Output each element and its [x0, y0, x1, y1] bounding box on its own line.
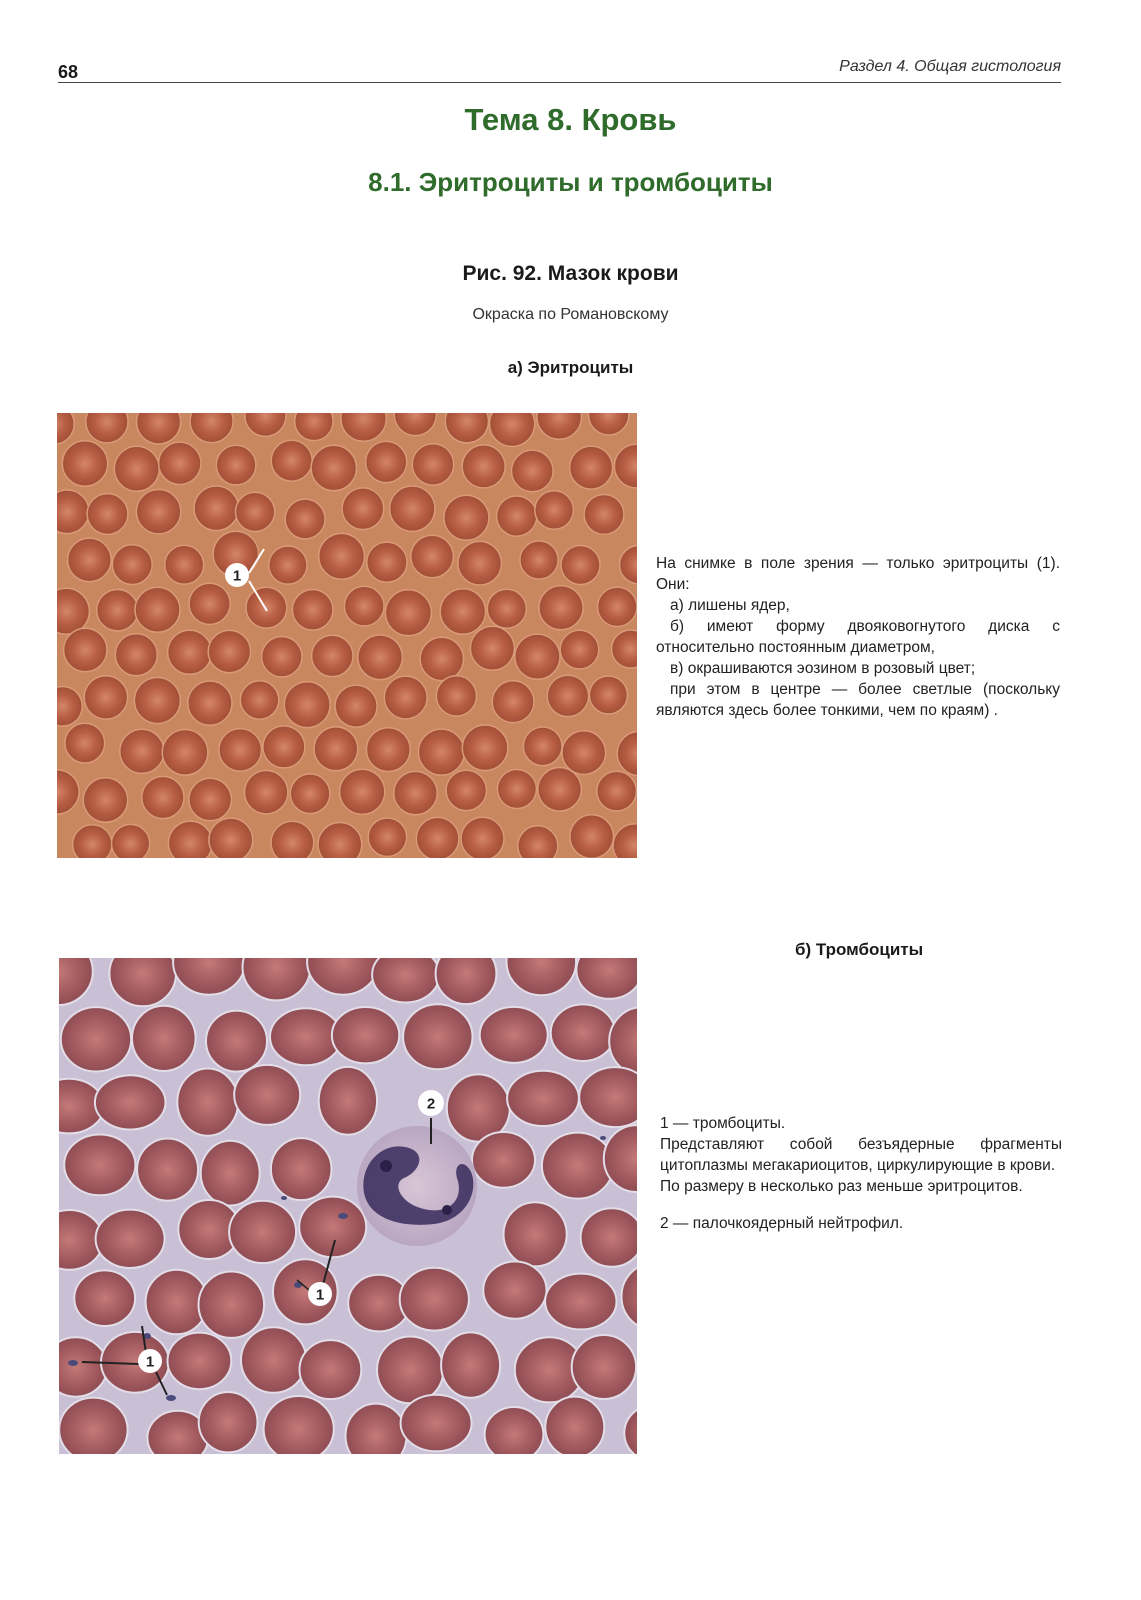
erythrocyte — [418, 729, 464, 775]
erythrocyte — [518, 826, 558, 858]
erythrocyte — [97, 590, 138, 631]
erythrocyte — [436, 676, 476, 716]
erythrocyte — [112, 824, 150, 858]
erythrocyte — [368, 818, 406, 856]
section-title: 8.1. Эритроциты и тромбоциты — [368, 167, 773, 197]
erythrocyte — [159, 442, 201, 484]
erythrocyte-description — [656, 553, 1060, 721]
erythrocyte — [311, 445, 356, 490]
erythrocyte — [319, 533, 365, 579]
erythrocyte — [284, 682, 330, 728]
description-intro: На снимке в поле зрения — только эритроциты (1). Они: — [656, 555, 1060, 593]
erythrocyte — [270, 1008, 342, 1065]
erythrocyte — [262, 637, 302, 677]
erythrocyte — [165, 545, 204, 584]
erythrocyte — [480, 1007, 548, 1063]
erythrocyte — [561, 546, 600, 585]
erythrocyte — [332, 1007, 399, 1063]
erythrocyte — [208, 630, 250, 672]
erythrocyte — [403, 1004, 472, 1069]
erythrocyte — [545, 1397, 604, 1454]
erythrocyte — [194, 486, 239, 531]
erythrocyte — [523, 727, 562, 766]
erythrocyte — [472, 1132, 535, 1188]
erythrocyte — [535, 491, 574, 530]
erythrocyte — [142, 776, 184, 818]
erythrocyte — [335, 685, 377, 727]
erythrocyte — [199, 1272, 265, 1338]
description-item-b: б) имеют форму двояковогнутого диска с относительно постоянным диаметром, — [656, 618, 1060, 656]
erythrocyte — [562, 731, 606, 775]
erythrocyte — [168, 630, 212, 674]
erythrocyte — [241, 1327, 306, 1393]
erythrocyte — [271, 821, 314, 858]
erythrocyte — [120, 729, 164, 773]
description-note: при этом в центре — более светлые (поскольку являются здесь более тонкими, чем по краям) . — [656, 681, 1060, 719]
erythrocyte — [65, 723, 105, 763]
erythrocyte — [64, 628, 107, 671]
erythrocyte — [87, 494, 128, 535]
label-platelet: 1 — [145, 1353, 155, 1371]
erythrocyte — [246, 587, 287, 628]
erythrocyte — [487, 589, 526, 628]
erythrocyte — [446, 770, 486, 810]
erythrocyte — [285, 499, 325, 539]
erythrocyte — [367, 542, 407, 582]
erythrocyte — [168, 1333, 232, 1390]
erythrocyte — [62, 441, 107, 486]
description-platelets: 1 — тромбоциты. — [660, 1115, 786, 1132]
erythrocyte — [497, 770, 536, 809]
erythrocyte — [394, 771, 437, 814]
erythrocyte — [539, 586, 583, 630]
erythrocyte — [206, 1011, 267, 1072]
erythrocyte — [492, 681, 534, 723]
erythrocyte — [136, 490, 180, 534]
erythrocyte — [589, 676, 627, 714]
erythrocyte — [134, 678, 180, 724]
erythrocyte — [545, 1274, 616, 1330]
erythrocyte — [538, 768, 582, 812]
stain-caption: Окраска по Романовскому — [472, 306, 669, 323]
subfigure-a-heading: а) Эритроциты — [507, 358, 634, 377]
neutrophil — [357, 1126, 477, 1246]
erythrocyte — [68, 538, 112, 582]
topic-title: Тема 8. Кровь — [464, 102, 677, 137]
erythrocyte — [551, 1004, 615, 1061]
erythrocyte — [135, 587, 180, 632]
erythrocyte — [219, 729, 262, 772]
erythrocyte — [441, 1332, 500, 1397]
erythrocyte — [112, 545, 152, 585]
erythrocyte — [342, 488, 384, 530]
erythrocyte — [84, 676, 127, 719]
erythrocyte — [115, 634, 157, 676]
erythrocyte — [520, 541, 558, 579]
erythrocyte — [366, 728, 410, 772]
erythrocyte — [263, 726, 305, 768]
erythrocyte — [504, 1202, 567, 1266]
erythrocyte — [515, 634, 560, 679]
erythrocyte — [470, 626, 514, 670]
erythrocyte — [290, 774, 330, 814]
erythrocyte — [236, 492, 275, 531]
running-header: Раздел 4. Общая гистология — [839, 58, 1061, 75]
label-neutrophil: 2 — [426, 1095, 436, 1113]
erythrocyte — [411, 535, 454, 578]
erythrocyte — [229, 1201, 296, 1263]
erythrocyte — [271, 1138, 332, 1200]
erythrocyte — [598, 587, 637, 626]
erythrocyte — [572, 1335, 636, 1399]
erythrocyte — [189, 583, 230, 624]
erythrocyte — [292, 590, 333, 631]
erythrocyte — [385, 590, 431, 636]
erythrocyte — [400, 1268, 469, 1331]
erythrocyte — [132, 1006, 196, 1071]
erythrocyte — [318, 823, 362, 859]
erythrocyte — [189, 778, 232, 821]
erythrocyte — [401, 1395, 472, 1452]
erythrocyte — [216, 445, 256, 485]
description-platelet-origin: Представляют собой безъядерные фрагменты цитоплазмы мегакариоцитов, циркулирующие в крови. — [660, 1136, 1062, 1174]
header-rule — [58, 82, 1061, 83]
platelet-description — [660, 1113, 1062, 1234]
erythrocyte — [314, 727, 358, 771]
figure-title: Рис. 92. Мазок крови — [462, 262, 679, 285]
erythrocyte — [542, 1133, 613, 1199]
erythrocyte — [547, 675, 588, 716]
platelet-smear-photo — [59, 958, 637, 1454]
label-platelet: 1 — [315, 1286, 325, 1304]
erythrocyte — [390, 486, 435, 531]
erythrocyte — [485, 1407, 544, 1454]
erythrocyte — [444, 495, 489, 540]
erythrocyte — [344, 586, 384, 626]
erythrocyte — [83, 778, 127, 822]
erythrocyte — [416, 817, 459, 858]
erythrocyte — [462, 725, 508, 771]
erythrocyte — [74, 1270, 135, 1326]
erythrocyte — [61, 1007, 131, 1071]
erythrocyte — [512, 450, 554, 492]
erythrocyte — [570, 815, 614, 858]
erythrocyte — [358, 635, 403, 680]
page-number: 68 — [58, 62, 79, 82]
erythrocyte — [177, 1069, 238, 1136]
erythrocyte — [584, 495, 624, 535]
erythrocyte — [114, 446, 159, 491]
erythrocyte — [461, 817, 504, 858]
erythrocyte — [300, 1340, 362, 1399]
erythrocyte — [412, 444, 453, 485]
erythrocyte — [462, 445, 505, 488]
erythrocyte — [209, 818, 253, 858]
description-neutrophil: 2 — палочкоядерный нейтрофил. — [660, 1215, 904, 1232]
erythrocyte — [581, 1208, 637, 1267]
erythrocyte — [95, 1075, 166, 1129]
erythrocyte — [597, 771, 637, 811]
erythrocyte — [245, 771, 288, 814]
erythrocyte — [483, 1262, 546, 1319]
erythrocyte — [234, 1065, 300, 1125]
erythrocyte — [384, 676, 427, 719]
erythrocyte — [319, 1067, 377, 1135]
erythrocyte — [420, 637, 463, 680]
erythrocyte — [64, 1135, 135, 1196]
subfigure-b-heading: б) Тромбоциты — [795, 940, 924, 959]
erythrocyte — [73, 825, 112, 858]
erythrocyte — [168, 821, 212, 858]
erythrocyte — [570, 446, 613, 489]
erythrocyte — [269, 546, 307, 584]
description-platelet-size: По размеру в несколько раз меньше эритроцитов. — [660, 1178, 1023, 1195]
erythrocyte-smear-photo — [57, 413, 637, 858]
erythrocyte — [199, 1392, 258, 1452]
erythrocyte — [440, 589, 485, 634]
erythrocyte — [59, 1398, 127, 1454]
erythrocyte — [201, 1141, 260, 1206]
erythrocyte — [188, 681, 232, 725]
erythrocyte — [560, 630, 599, 669]
erythrocyte — [372, 958, 439, 1003]
erythrocyte — [137, 1139, 198, 1201]
erythrocyte — [271, 440, 312, 481]
erythrocyte — [366, 441, 407, 482]
label-erythrocyte: 1 — [232, 567, 242, 585]
erythrocyte — [377, 1337, 443, 1404]
erythrocyte — [507, 1071, 579, 1126]
erythrocyte — [340, 769, 385, 814]
description-item-a: а) лишены ядер, — [670, 597, 790, 614]
erythrocyte — [312, 635, 353, 676]
erythrocyte — [264, 1396, 334, 1454]
erythrocyte — [240, 681, 278, 719]
erythrocyte — [497, 496, 537, 536]
erythrocyte — [458, 541, 502, 585]
description-item-c: в) окрашиваются эозином в розовый цвет; — [670, 660, 976, 677]
erythrocyte — [96, 1210, 165, 1268]
erythrocyte — [162, 730, 208, 776]
